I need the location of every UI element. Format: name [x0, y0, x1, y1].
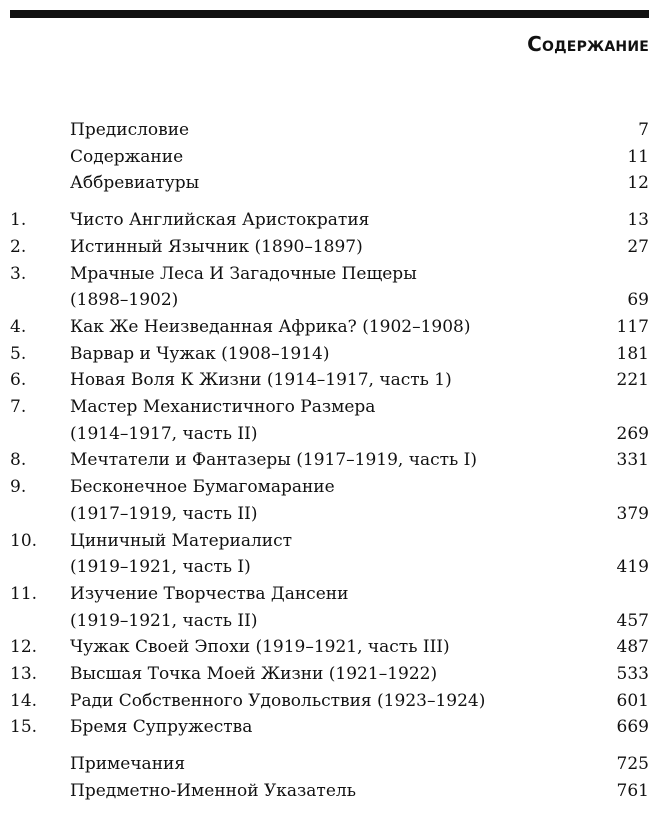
chapter-number: 11. [10, 583, 38, 604]
chapter-title [70, 261, 579, 314]
chapter-title [70, 581, 579, 634]
chapter-number: 1. [10, 210, 27, 231]
chapter-title [70, 341, 579, 368]
chapter-title-line-1: Варвар и Чужак (1908–1914) [70, 343, 330, 364]
chapter-page: 269 [616, 423, 649, 444]
toc-chapter-entry[interactable] [10, 714, 649, 741]
chapter-number: 12. [10, 637, 38, 658]
chapter-title-line-1: Как Же Неизведанная Африка? (1902–1908) [70, 316, 471, 337]
toc-page: 7 [638, 120, 649, 140]
chapter-title [70, 234, 579, 261]
chapter-title-line-1: Новая Воля К Жизни (1914–1917, часть 1) [70, 370, 452, 391]
chapter-page: 117 [616, 316, 649, 337]
chapter-number: 7. [10, 397, 27, 418]
chapter-title-line-1: Истинный Язычник (1890–1897) [70, 236, 363, 257]
chapter-number: 2. [10, 236, 27, 257]
chapter-page: 379 [616, 503, 649, 524]
toc-chapter-entry[interactable] [10, 367, 649, 394]
back-matter [10, 751, 649, 804]
chapter-title-line-2: (1919–1921, часть I) [70, 557, 251, 578]
toc-chapter-entry[interactable] [10, 234, 649, 261]
chapter-title-line-1: Мастер Механистичного Размера [70, 397, 376, 418]
chapter-number: 13. [10, 664, 38, 685]
chapter-page: 601 [616, 690, 649, 711]
chapter-title [70, 447, 579, 474]
chapter-page: 27 [627, 236, 649, 257]
chapter-title-line-1: Чисто Английская Аристократия [70, 210, 370, 231]
chapter-page: 419 [616, 557, 649, 578]
front-matter [10, 117, 649, 197]
chapter-title-line-2: (1919–1921, часть II) [70, 610, 258, 631]
toc-page: 11 [627, 146, 649, 167]
toc-chapter-entry[interactable] [10, 394, 649, 447]
chapter-title-line-1: Ради Собственного Удовольствия (1923–1924) [70, 690, 486, 711]
table-of-contents [10, 117, 649, 805]
chapter-title-line-1: Мрачные Леса И Загадочные Пещеры [70, 263, 417, 284]
chapter-page: 487 [616, 637, 649, 658]
chapter-title [70, 474, 579, 527]
chapter-title [70, 661, 579, 688]
chapter-title-line-1: Мечтатели и Фантазеры (1917–1919, часть I) [70, 450, 478, 471]
chapter-page: 13 [627, 210, 649, 231]
chapter-page: 457 [616, 610, 649, 631]
chapter-number: 15. [10, 717, 38, 738]
chapter-title-line-2: (1917–1919, часть II) [70, 503, 258, 524]
chapter-title-line-1: Циничный Материалист [70, 530, 293, 551]
chapter-title-line-1: Бесконечное Бумагомарание [70, 477, 335, 498]
chapter-title-line-1: Чужак Своей Эпохи (1919–1921, часть III) [70, 637, 450, 658]
chapter-number: 10. [10, 530, 38, 551]
toc-chapter-entry[interactable] [10, 581, 649, 634]
toc-chapter-entry[interactable] [10, 314, 649, 341]
chapter-title-line-1: Бремя Супружества [70, 717, 253, 738]
toc-title: Предисловие [70, 120, 190, 140]
toc-title: Аббревиатуры [70, 173, 200, 194]
toc-page: 761 [616, 780, 649, 801]
toc-page: 725 [616, 754, 649, 775]
toc-entry-preface[interactable] [10, 117, 649, 144]
chapter-title [70, 367, 579, 394]
chapter-title [70, 314, 579, 341]
chapter-page: 221 [616, 370, 649, 391]
toc-chapter-entry[interactable] [10, 661, 649, 688]
chapter-title [70, 394, 579, 447]
toc-chapter-entry[interactable] [10, 447, 649, 474]
toc-entry-abbreviations[interactable] [10, 170, 649, 197]
chapter-number: 5. [10, 343, 27, 364]
chapter-list [10, 207, 649, 741]
chapter-page: 669 [616, 717, 649, 738]
chapter-number: 4. [10, 316, 27, 337]
chapter-number: 3. [10, 263, 27, 284]
chapter-number: 14. [10, 690, 38, 711]
chapter-title [70, 714, 579, 741]
top-rule [10, 10, 649, 18]
chapter-title [70, 528, 579, 581]
chapter-number: 8. [10, 450, 27, 471]
chapter-title-line-1: Изучение Творчества Дансени [70, 583, 349, 604]
toc-entry-notes[interactable] [10, 751, 649, 778]
chapter-title-line-2: (1898–1902) [70, 290, 179, 311]
toc-entry-contents[interactable] [10, 144, 649, 171]
toc-chapter-entry[interactable] [10, 341, 649, 368]
toc-title: Примечания [70, 754, 186, 775]
chapter-title-line-2: (1914–1917, часть II) [70, 423, 258, 444]
toc-chapter-entry[interactable] [10, 528, 649, 581]
chapter-title [70, 688, 579, 715]
toc-chapter-entry[interactable] [10, 474, 649, 527]
chapter-number: 9. [10, 477, 27, 498]
chapter-title [70, 634, 579, 661]
toc-title: Предметно-Именной Указатель [70, 780, 356, 801]
toc-chapter-entry[interactable] [10, 261, 649, 314]
chapter-title-line-1: Высшая Точка Моей Жизни (1921–1922) [70, 664, 438, 685]
toc-chapter-entry[interactable] [10, 688, 649, 715]
chapter-page: 331 [616, 450, 649, 471]
toc-entry-index[interactable] [10, 778, 649, 805]
toc-title: Содержание [70, 146, 184, 167]
toc-chapter-entry[interactable] [10, 634, 649, 661]
toc-chapter-entry[interactable] [10, 207, 649, 234]
toc-page: 12 [627, 173, 649, 194]
chapter-page: 69 [627, 290, 649, 311]
chapter-number: 6. [10, 370, 27, 391]
chapter-page: 181 [616, 343, 649, 364]
chapter-page: 533 [616, 664, 649, 685]
page-title: Содержание [527, 32, 649, 56]
chapter-title [70, 207, 579, 234]
